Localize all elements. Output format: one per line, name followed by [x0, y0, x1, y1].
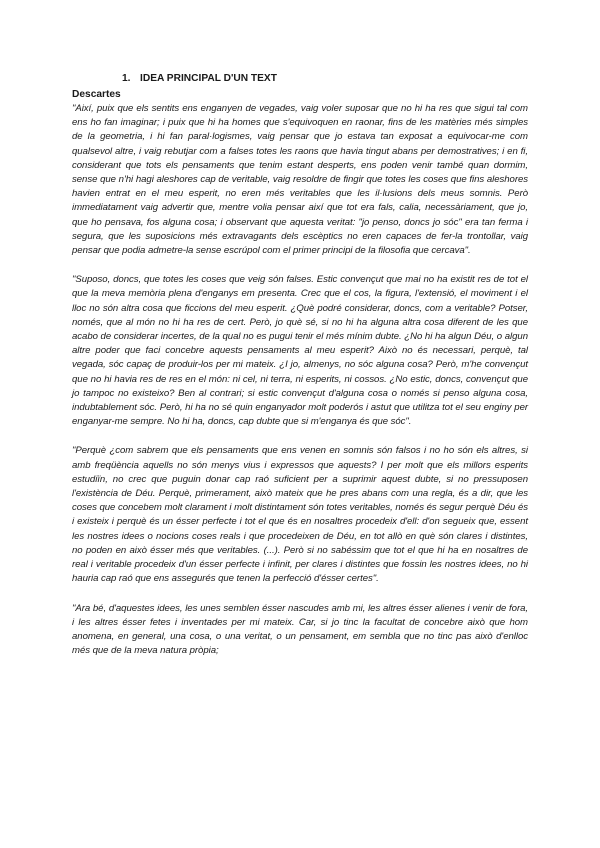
- section-number: 1.: [122, 73, 131, 84]
- document-page: [72, 72, 528, 658]
- quote-paragraph-2: "Suposo, doncs, que totes les coses que veig són falses. Estic convençut que mai no ha existit res de tot el que la meva memòria plena d'enganys em presenta. Crec que el cos, la figura, l'extensió, el moviment i el lloc no són altra cosa que ficcions del meu esperit. ¿Què podré considerar, doncs, com a veritable? Potser, només, que al món no hi ha res de cert. Però, jo què sé, si no hi ha alguna altra cosa diferent de les que acabo de considerar incertes, de la qual no es pugui tenir el més mínim dubte. ¿No hi ha algun Déu, o algun altre poder que faci concebre aquests pensaments al meu esperit? Això no és necessari, perquè, tal vegada, sóc capaç de produir-los per mi mateix. ¿I jo, almenys, no sóc alguna cosa? Però, m'he convençut que no hi havia res de res en el món: ni cel, ni terra, ni esperits, ni cossos. ¿No estic, doncs, convençut que jo tampoc no existeixo? Ben al contrari; si estic convençut d'alguna cosa o només si penso alguna cosa, indubtablement sóc. Però, hi ha no sé quin enganyador molt poderós i astut que utilitza tot el seu enginy per enganyar-me sempre. No hi ha, doncs, cap dubte que si m'enganya és que sóc".: [72, 274, 528, 428]
- quote-paragraph-3: "Perquè ¿com sabrem que els pensaments que ens venen en somnis són falsos i no ho són els altres, si amb freqüència aquells no són menys vius i expressos que aquests? I per molt que els millors esperits estudiïn, no crec que puguin donar cap raó suficient per a suprimir aquest dubte, si no pressuposen l'existència de Déu. Perquè, primerament, això mateix que he pres abans com una regla, és a dir, que les coses que concebem molt clarament i molt distintament són totes veritables, només és segur perquè Déu és i existeix i perquè és un ésser perfecte i tot el que és en nosaltres procedeix d'ell: d'on segueix que, essent les nostres idees o nocions coses reals i que procedeixen de Déu, en tot allò en què són clares i distintes, no poden en això ésser més que veritables. (...). Però si no sabéssim que tot el que hi ha en nosaltres de real i veritable procedeix d'un ésser perfecte i infinit, per clares i distintes que fossin les nostres idees, no hi hauria cap raó que ens assegurés que tenen la perfecció d'ésser certes".: [72, 445, 528, 585]
- section-heading: [72, 72, 528, 85]
- author-name: Descartes: [72, 89, 121, 100]
- quote-paragraph-1: "Així, puix que els sentits ens enganyen de vegades, vaig voler suposar que no hi ha res que sigui tal com ens ho fan imaginar; i puix que hi ha homes que s'equivoquen en raonar, fins de les matèries més simples de la geometria, i hi fan paral·logismes, vaig pensar que jo estava tan exposat a equivocar-me com qualsevol altre, i vaig rebutjar com a falses totes les raons que havia tingut abans per demostratives; i en fi, considerant que tots els pensaments que tenim estant desperts, ens poden venir també quan dormim, sense que n'hi hagi aleshores cap de veritable, vaig resoldre de fingir que totes les coses que fins aleshores havien entrat en el meu esperit, no eren més veritables que les il·lusions dels meus somnis. Però immediatament vaig advertir que, mentre volia pensar així que tot era fals, calia, necessàriament, que jo, que ho pensava, fos alguna cosa; i observant que aquesta veritat: "jo penso, doncs jo sóc" era tan ferma i segura, que les suposicions més extravagants dels escèptics no eren capaces de fer-la trontollar, vaig pensar que podia admetre-la sense escrúpol com el primer principi de la filosofia que cercava".: [72, 103, 528, 257]
- section-title: IDEA PRINCIPAL D'UN TEXT: [140, 73, 277, 84]
- quote-paragraph-4: "Ara bé, d'aquestes idees, les unes semblen ésser nascudes amb mi, les altres ésser alienes i venir de fora, i les altres ésser fetes i inventades per mi mateix. Car, si jo tinc la facultat de concebre això que hom anomena, en general, una cosa, o una veritat, o un pensament, em sembla que no tinc pas això d'enlloc més que de la meva natura pròpia;: [72, 602, 528, 657]
